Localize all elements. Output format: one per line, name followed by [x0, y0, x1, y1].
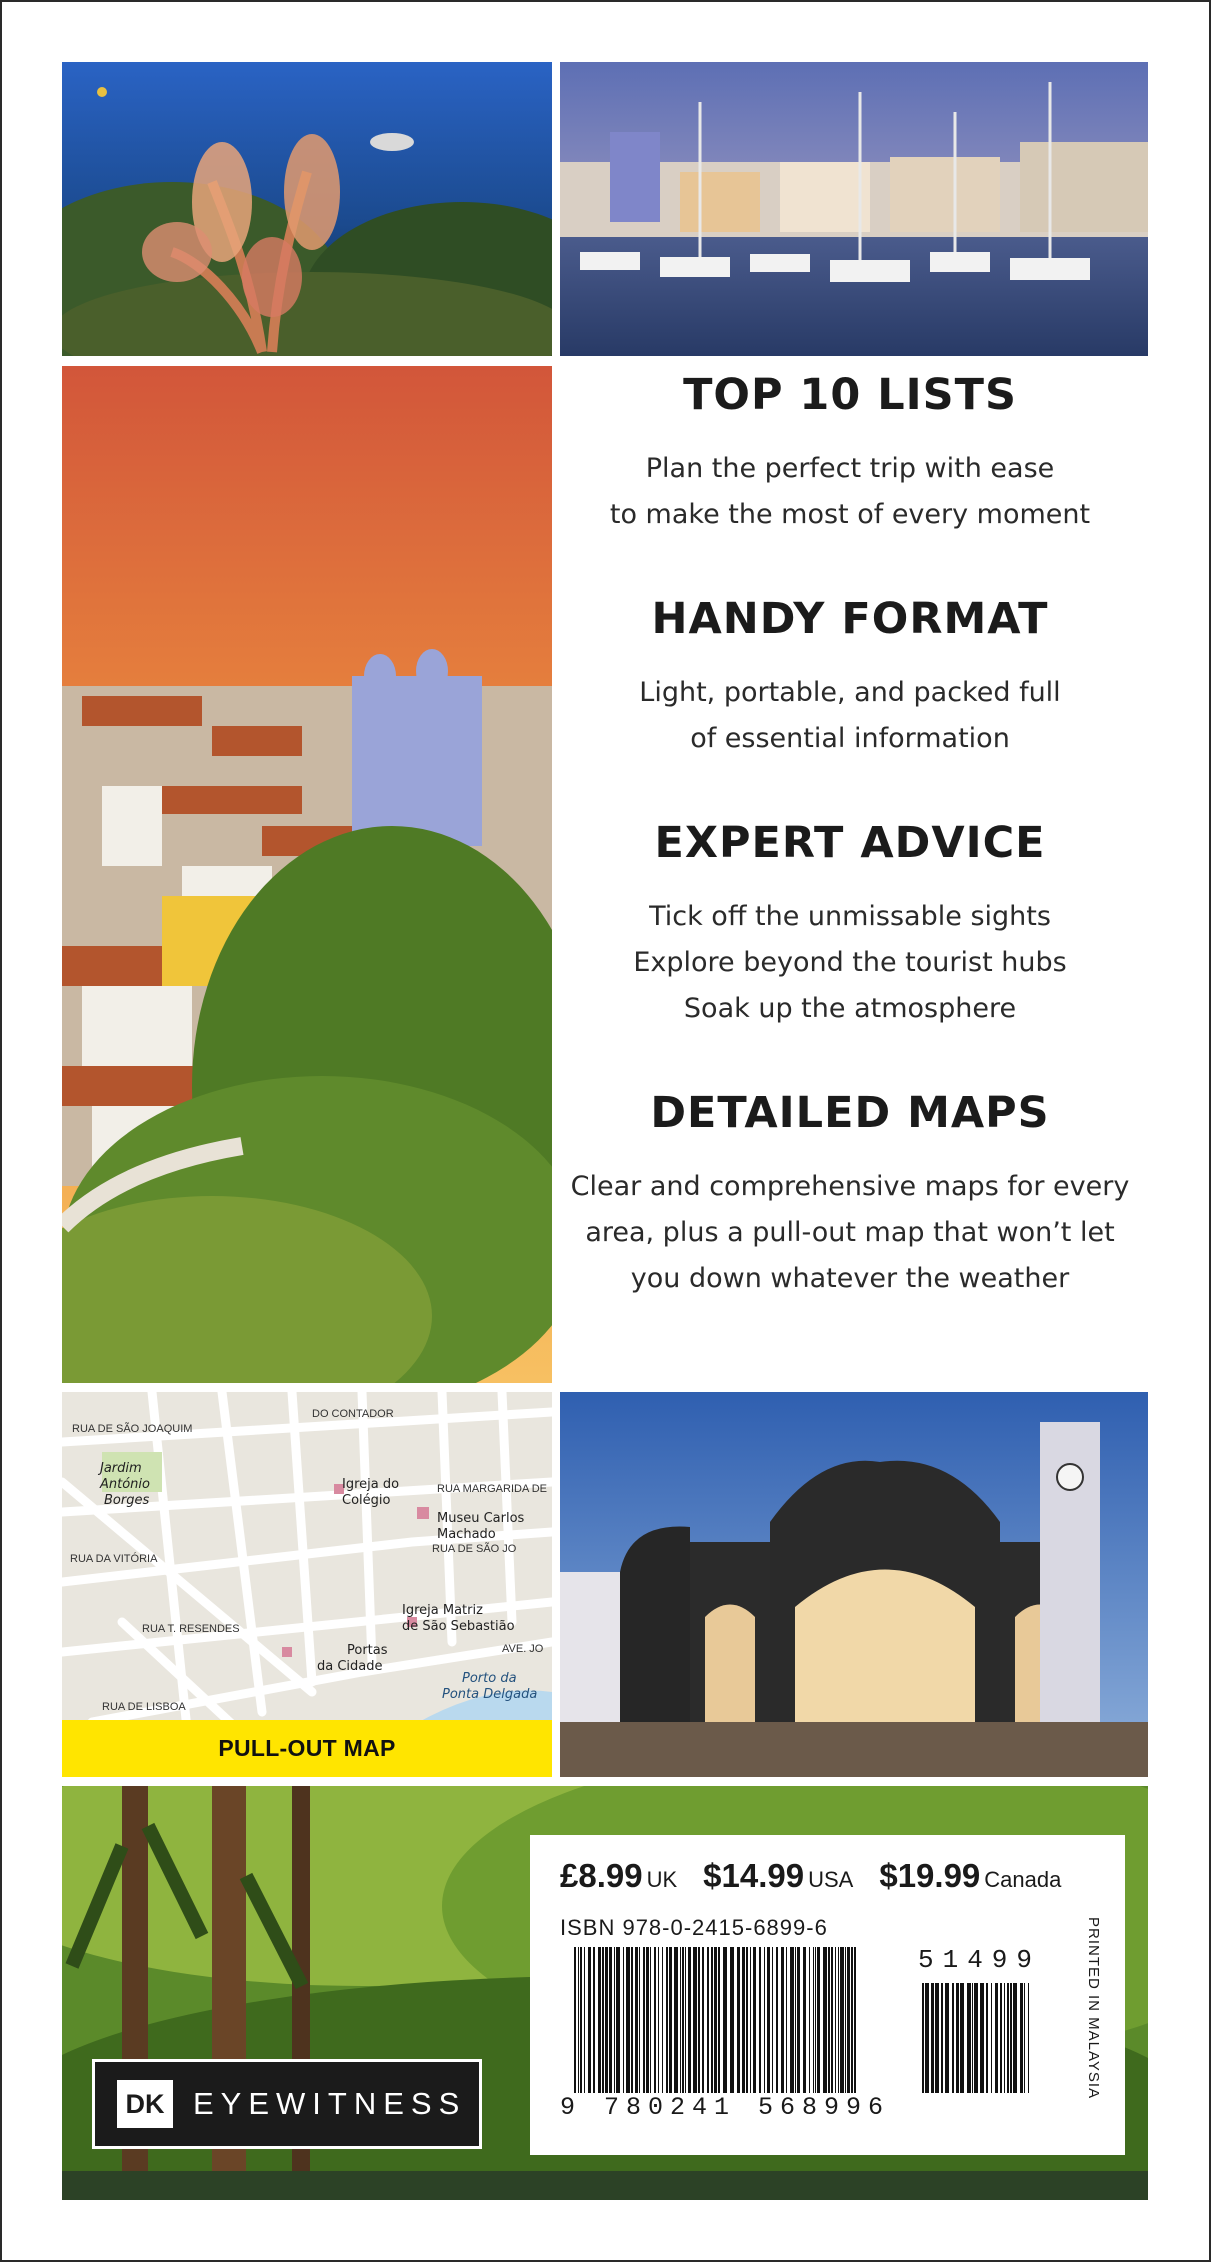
price-uk: £8.99 UK	[560, 1857, 678, 1894]
map-street-label: RUA DE LISBOA	[102, 1701, 186, 1713]
map-street-label: DO CONTADOR	[312, 1408, 394, 1420]
feature-line: Clear and comprehensive maps for every	[570, 1171, 1130, 1202]
town-sunset-photo	[62, 366, 552, 1383]
map-place-label: Ponta Delgada	[442, 1687, 538, 1702]
dk-logo-mark: DK	[117, 2080, 173, 2128]
feature-line: you down whatever the weather	[630, 1263, 1070, 1294]
price-barcode-panel	[530, 1835, 1125, 2155]
city-gates-photo	[560, 1392, 1148, 1777]
feature-handy-format	[560, 594, 1140, 762]
feature-title: EXPERT ADVICE	[654, 818, 1046, 868]
price-list	[560, 1857, 1061, 1895]
barcode	[572, 1947, 862, 2093]
map-place-label: António	[100, 1477, 150, 1492]
map-place-label: Jardim	[100, 1461, 142, 1476]
feature-line: area, plus a pull-out map that won’t let	[585, 1217, 1115, 1248]
feature-title: TOP 10 LISTS	[683, 370, 1017, 420]
map-street-label: RUA T. RESENDES	[142, 1623, 240, 1635]
feature-expert-advice	[560, 818, 1140, 1032]
map-street-label: AVE. JO	[502, 1643, 544, 1655]
feature-title: DETAILED MAPS	[650, 1088, 1050, 1138]
harbor-marina-photo	[560, 62, 1148, 356]
addon-digits: 51499	[918, 1945, 1042, 1975]
map-place-label: Museu Carlos	[437, 1511, 525, 1526]
map-place-label: Igreja do	[342, 1477, 400, 1492]
feature-list	[560, 370, 1140, 1358]
price-usa: $14.99 USA	[703, 1857, 854, 1894]
feature-title: HANDY FORMAT	[651, 594, 1049, 644]
map-place-label: Borges	[104, 1493, 150, 1508]
feature-line: Plan the perfect trip with ease	[645, 453, 1055, 484]
feature-line: of essential information	[690, 723, 1010, 754]
map-street-label: RUA DA VITÓRIA	[70, 1553, 158, 1565]
map-street-label: RUA DE SÃO JO	[432, 1543, 517, 1555]
feature-line: Explore beyond the tourist hubs	[633, 947, 1067, 978]
map-place-label: Porto da	[462, 1671, 517, 1686]
pull-out-map-banner: PULL-OUT MAP	[62, 1720, 552, 1777]
feature-top10	[560, 370, 1140, 538]
dk-eyewitness-logo	[92, 2059, 482, 2149]
addon-barcode	[920, 1983, 1034, 2093]
feature-line: Soak up the atmosphere	[683, 993, 1017, 1024]
map-place-label: de São Sebastião	[402, 1619, 515, 1634]
price-canada: $19.99 Canada	[879, 1857, 1062, 1894]
printed-in-label: PRINTED IN MALAYSIA	[1085, 1917, 1102, 2100]
map-street-label: RUA MARGARIDA DE	[437, 1483, 548, 1495]
map-place-label: Igreja Matriz	[402, 1603, 483, 1618]
map-place-label: da Cidade	[317, 1659, 383, 1674]
feature-line: to make the most of every moment	[609, 499, 1091, 530]
underwater-reef-photo	[62, 62, 552, 356]
map-place-label: Portas	[347, 1643, 388, 1658]
isbn-number: ISBN 978-0-2415-6899-6	[560, 1915, 828, 1940]
barcode-digits: 9 780241 568996	[560, 2093, 891, 2122]
feature-line: Light, portable, and packed full	[639, 677, 1061, 708]
feature-line: Tick off the unmissable sights	[649, 901, 1051, 932]
map-place-label: Colégio	[342, 1493, 391, 1508]
eyewitness-wordmark: EYEWITNESS	[193, 2086, 467, 2121]
feature-detailed-maps	[560, 1088, 1140, 1302]
map-street-label: RUA DE SÃO JOAQUIM	[72, 1423, 193, 1435]
map-place-label: Machado	[437, 1527, 496, 1542]
